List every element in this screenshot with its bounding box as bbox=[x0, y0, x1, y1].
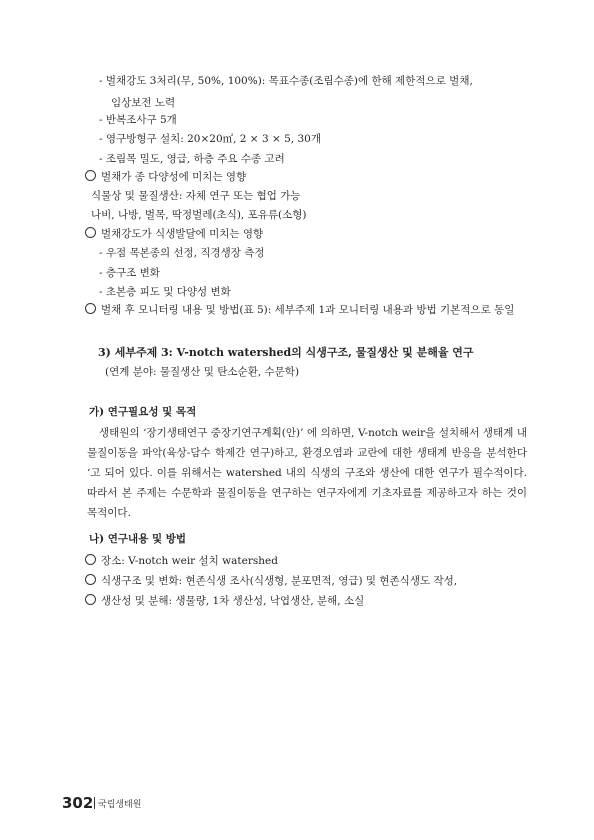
text-line: 임상보전 노력 bbox=[111, 97, 176, 109]
bullet-item: 벌채가 종 다양성에 미치는 영향 bbox=[85, 170, 246, 184]
footer-divider bbox=[94, 797, 95, 809]
circle-bullet-icon bbox=[85, 594, 96, 605]
text-line: - 영구방형구 설치: 20×20㎡, 2 × 3 × 5, 30개 bbox=[99, 133, 321, 145]
text-line: - 층구조 변화 bbox=[99, 267, 160, 279]
text-line: - 조림목 밀도, 영급, 하층 주요 수종 고려 bbox=[99, 153, 285, 165]
section-heading: 3) 세부주제 3: V-notch watershed의 식생구조, 물질생산 및 분해율 연구 bbox=[98, 346, 474, 359]
bullet-item: 식생구조 및 변화: 현존식생 조사(식생형, 분포면적, 영급) 및 현존식생도 작성, bbox=[85, 574, 457, 588]
section-subtitle: (연계 분야: 물질생산 및 탄소순환, 수문학) bbox=[105, 366, 300, 378]
text-line: - 반복조사구 5개 bbox=[99, 114, 177, 126]
footer-org: 국립생태원 bbox=[98, 800, 142, 810]
text-line: 나비, 나방, 벌목, 딱정벌레(초식), 포유류(소형) bbox=[91, 209, 307, 221]
circle-bullet-icon bbox=[85, 303, 96, 314]
bullet-item: 장소: V-notch weir 설치 watershed bbox=[85, 554, 278, 568]
bullet-item: 생산성 및 분해: 생물량, 1차 생산성, 낙엽생산, 분해, 소실 bbox=[85, 594, 364, 608]
subsection-heading: 나) 연구내용 및 방법 bbox=[89, 533, 187, 545]
circle-bullet-icon bbox=[85, 227, 96, 238]
subsection-heading: 가) 연구필요성 및 목적 bbox=[89, 406, 197, 418]
circle-bullet-icon bbox=[85, 554, 96, 565]
text-line: - 초본층 피도 및 다양성 변화 bbox=[99, 286, 231, 298]
circle-bullet-icon bbox=[85, 170, 96, 181]
text-line: 식물상 및 물질생산: 자체 연구 또는 협업 가능 bbox=[91, 190, 301, 202]
bullet-item: 벌채 후 모니터링 내용 및 방법(표 5): 세부주제 1과 모니터링 내용과 방법 기본적으로 동일 bbox=[85, 303, 514, 317]
bullet-item: 벌채강도가 식생발달에 미치는 영향 bbox=[85, 227, 263, 241]
text-line: - 벌채강도 3처리(무, 50%, 100%): 목표수종(조림수종)에 한해 제한적으로 벌채, bbox=[99, 75, 473, 87]
circle-bullet-icon bbox=[85, 574, 96, 585]
body-paragraph: 생태원의 ‘장기생태연구 중장기연구계획(안)’ 에 의하면, V-notch weir을 설치해서 생태계 내 물질이동을 파악(육상-담수 학제간 연구)하고, 환경오염과 교란에 대한 생태계 반응을 분석한다 ‘고 되어 있다. 이를 위해서는 watershed 내의 식생의 구조와 생산에 대한 연구가 필수적이다. 따라서 본 주제는 수문학과 물질이동을 연구하는 연구자에게 기초자료를 제공하고자 하는 것이 목적이다. bbox=[87, 427, 527, 519]
text-line: - 우점 목본종의 선정, 직경생장 측정 bbox=[99, 247, 265, 259]
page-number: 302 bbox=[62, 794, 94, 812]
